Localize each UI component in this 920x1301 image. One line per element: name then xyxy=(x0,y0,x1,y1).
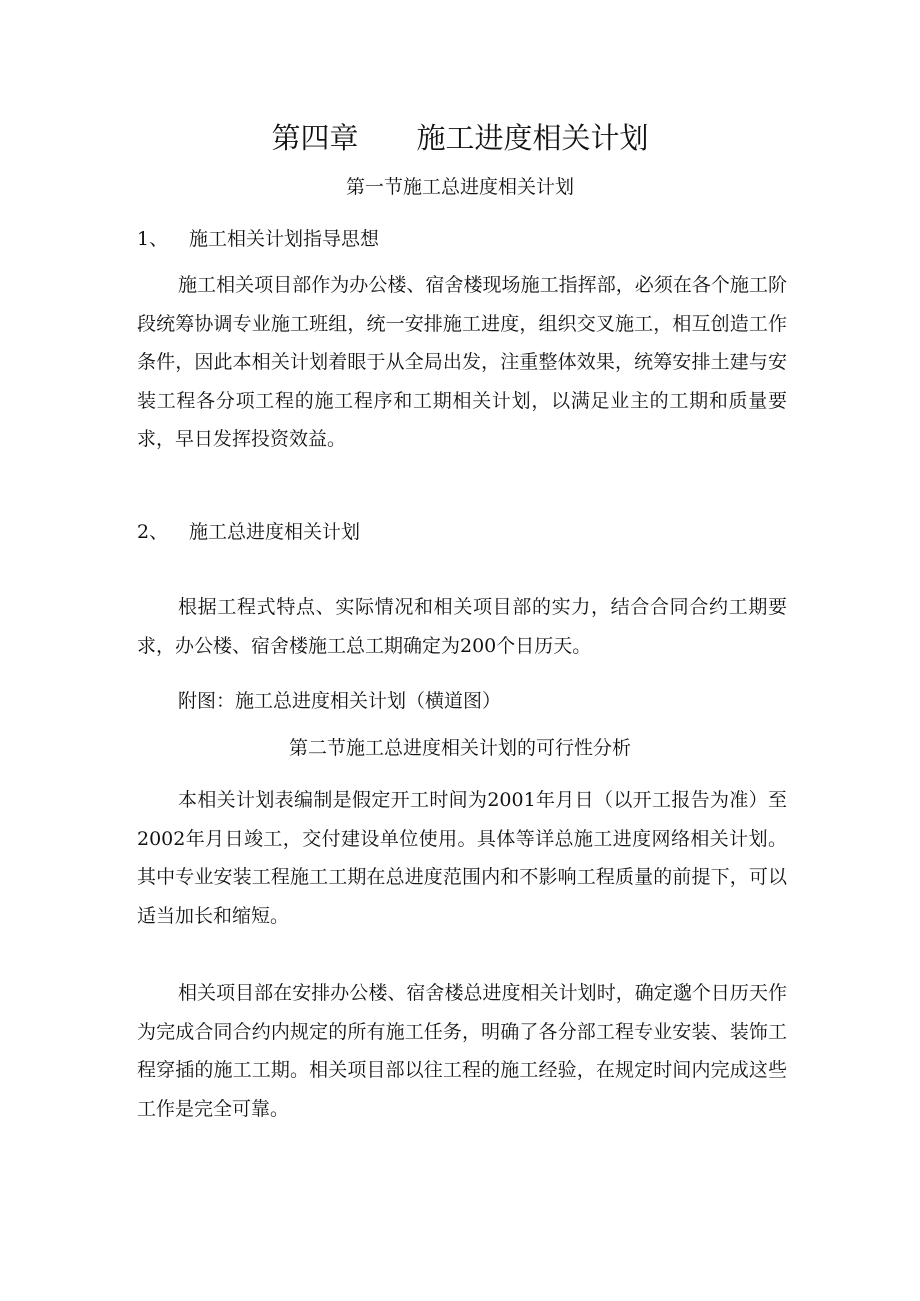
chapter-title: 第四章 施工进度相关计划 xyxy=(271,121,649,155)
paragraph-schedule-basis: 本相关计划表编制是假定开工时间为2001年月日（以开工报告为准）至2002年月日竣工，交付建设单位使用。具体等详总施工进度网络相关计划。其中专业安装工程施工工期在总进度范围内和不影响工程质量的前提下，可以适当加长和缩短。 xyxy=(137,789,787,927)
paragraph-feasibility: 相关项目部在安排办公楼、宿舍楼总进度相关计划时，确定邈个日历天作为完成合同合约内规定的所有施工任务，明确了各分部工程专业安装、装饰工程穿插的施工工期。相关项目部以往工程的施工经验，在规定时间内完成这些工作是完全可靠。 xyxy=(137,982,787,1120)
paragraph-guiding-idea: 施工相关项目部作为办公楼、宿舍楼现场施工指挥部，必须在各个施工阶段统筹协调专业施工班组，统一安排施工进度，组织交叉施工，相互创造工作条件，因此本相关计划着眼于从全局出发，注重整体效果，统筹安排土建与安装工程各分项工程的施工程序和工期相关计划，以满足业主的工期和质量要求，早日发挥投资效益。 xyxy=(137,274,787,451)
section-title-1: 第一节施工总进度相关计划 xyxy=(345,176,574,198)
item-heading-text-2: 施工总进度相关计划 xyxy=(189,521,361,543)
attachment-note: 附图：施工总进度相关计划（横道图） xyxy=(178,690,502,712)
section-title-2: 第二节施工总进度相关计划的可行性分析 xyxy=(288,737,631,759)
item-number-1: 1、 xyxy=(137,228,169,250)
item-heading-2 xyxy=(137,517,360,547)
item-heading-1 xyxy=(137,224,379,254)
paragraph-total-schedule: 根据工程式特点、实际情况和相关项目部的实力，结合合同合约工期要求，办公楼、宿舍楼施工总工期确定为200个日历天。 xyxy=(137,596,787,657)
item-heading-text-1: 施工相关计划指导思想 xyxy=(189,228,380,250)
item-number-2: 2、 xyxy=(137,521,169,543)
